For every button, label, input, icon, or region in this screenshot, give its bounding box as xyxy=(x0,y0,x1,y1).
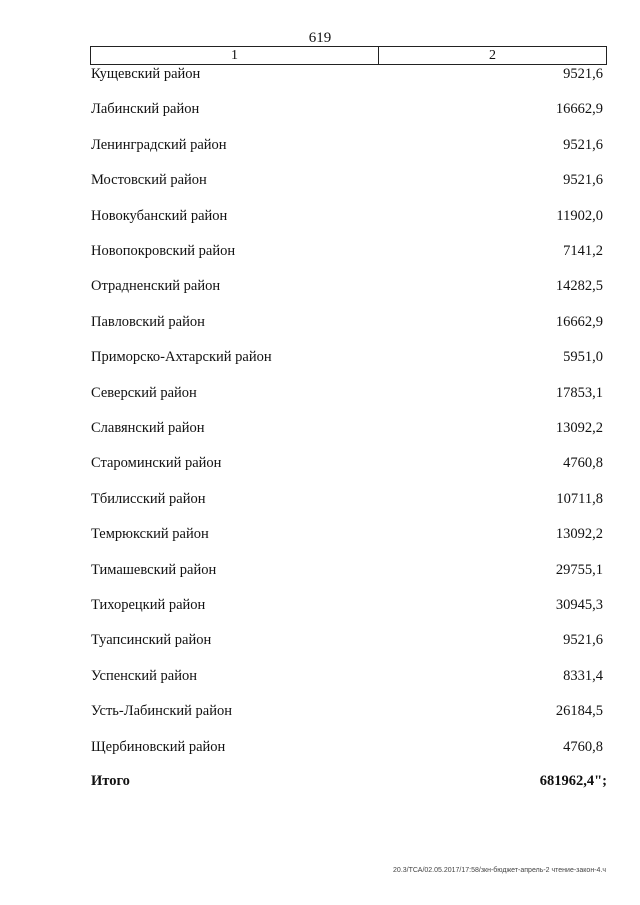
district-value: 29755,1 xyxy=(555,561,603,578)
district-value: 10711,8 xyxy=(556,490,603,507)
district-value: 4760,8 xyxy=(563,455,603,472)
district-name: Успенский район xyxy=(91,667,197,684)
table-row xyxy=(0,276,640,296)
table-row xyxy=(0,453,640,473)
district-name: Мостовский район xyxy=(91,172,207,189)
district-name: Туапсинский район xyxy=(91,632,212,649)
footer-file-reference: 20.3/ТСА/02.05.2017/17:58/зкн-бюджет-апрель-2 чтение-закон-4.ч xyxy=(393,867,606,874)
table-row xyxy=(0,170,640,190)
district-name: Тимашевский район xyxy=(91,561,217,578)
table-row xyxy=(0,64,640,84)
table-row xyxy=(0,99,640,119)
page-number: 619 xyxy=(308,30,332,46)
total-value: 681962,4"; xyxy=(539,773,607,789)
table-row xyxy=(0,135,640,155)
table-row xyxy=(0,489,640,509)
district-value: 9521,6 xyxy=(563,66,603,82)
district-value: 16662,9 xyxy=(555,101,603,118)
table-row xyxy=(0,347,640,367)
district-value: 13092,2 xyxy=(555,420,603,436)
table-row xyxy=(0,383,640,403)
district-value: 11902,0 xyxy=(556,207,603,224)
district-value: 16662,9 xyxy=(555,313,603,330)
district-value: 17853,1 xyxy=(555,384,603,401)
table-row xyxy=(0,560,640,580)
district-value: 9521,6 xyxy=(563,632,603,649)
district-value: 13092,2 xyxy=(555,526,603,543)
district-name: Тбилисский район xyxy=(91,490,206,507)
total-label: Итого xyxy=(91,773,130,789)
district-name: Кущевский район xyxy=(91,66,201,82)
district-name: Староминский район xyxy=(91,455,222,472)
district-value: 26184,5 xyxy=(555,703,603,720)
district-name: Усть-Лабинский район xyxy=(91,703,232,720)
district-name: Тихорецкий район xyxy=(91,597,206,613)
table-row xyxy=(0,630,640,650)
district-name: Щербиновский район xyxy=(91,738,226,755)
district-name: Приморско-Ахтарский район xyxy=(91,349,272,366)
district-value: 14282,5 xyxy=(555,278,603,295)
column-header-2: 2 xyxy=(489,48,496,63)
table-row xyxy=(0,737,640,757)
total-row xyxy=(0,771,640,791)
district-value: 9521,6 xyxy=(563,172,603,189)
district-value: 7141,2 xyxy=(563,243,603,259)
district-value: 9521,6 xyxy=(563,136,603,153)
district-value: 5951,0 xyxy=(563,349,603,366)
table-row xyxy=(0,595,640,615)
column-header-1: 1 xyxy=(91,47,379,64)
district-name: Ленинградский район xyxy=(91,136,227,153)
table-row xyxy=(0,666,640,686)
district-name: Новокубанский район xyxy=(91,207,228,224)
district-name: Павловский район xyxy=(91,313,205,330)
district-name: Северский район xyxy=(91,384,197,401)
table-row xyxy=(0,524,640,544)
table-row xyxy=(0,206,640,226)
table-row xyxy=(0,418,640,438)
table-row xyxy=(0,241,640,261)
district-name: Отрадненский район xyxy=(91,278,221,295)
district-value: 30945,3 xyxy=(555,597,603,613)
district-value: 8331,4 xyxy=(563,667,603,684)
district-name: Новопокровский район xyxy=(91,243,236,259)
district-name: Темрюкский район xyxy=(91,526,209,543)
table-row xyxy=(0,312,640,332)
district-name: Славянский район xyxy=(91,420,205,436)
column-header-row xyxy=(90,46,607,65)
district-value: 4760,8 xyxy=(563,738,603,755)
table-row xyxy=(0,701,640,721)
district-name: Лабинский район xyxy=(91,101,200,118)
